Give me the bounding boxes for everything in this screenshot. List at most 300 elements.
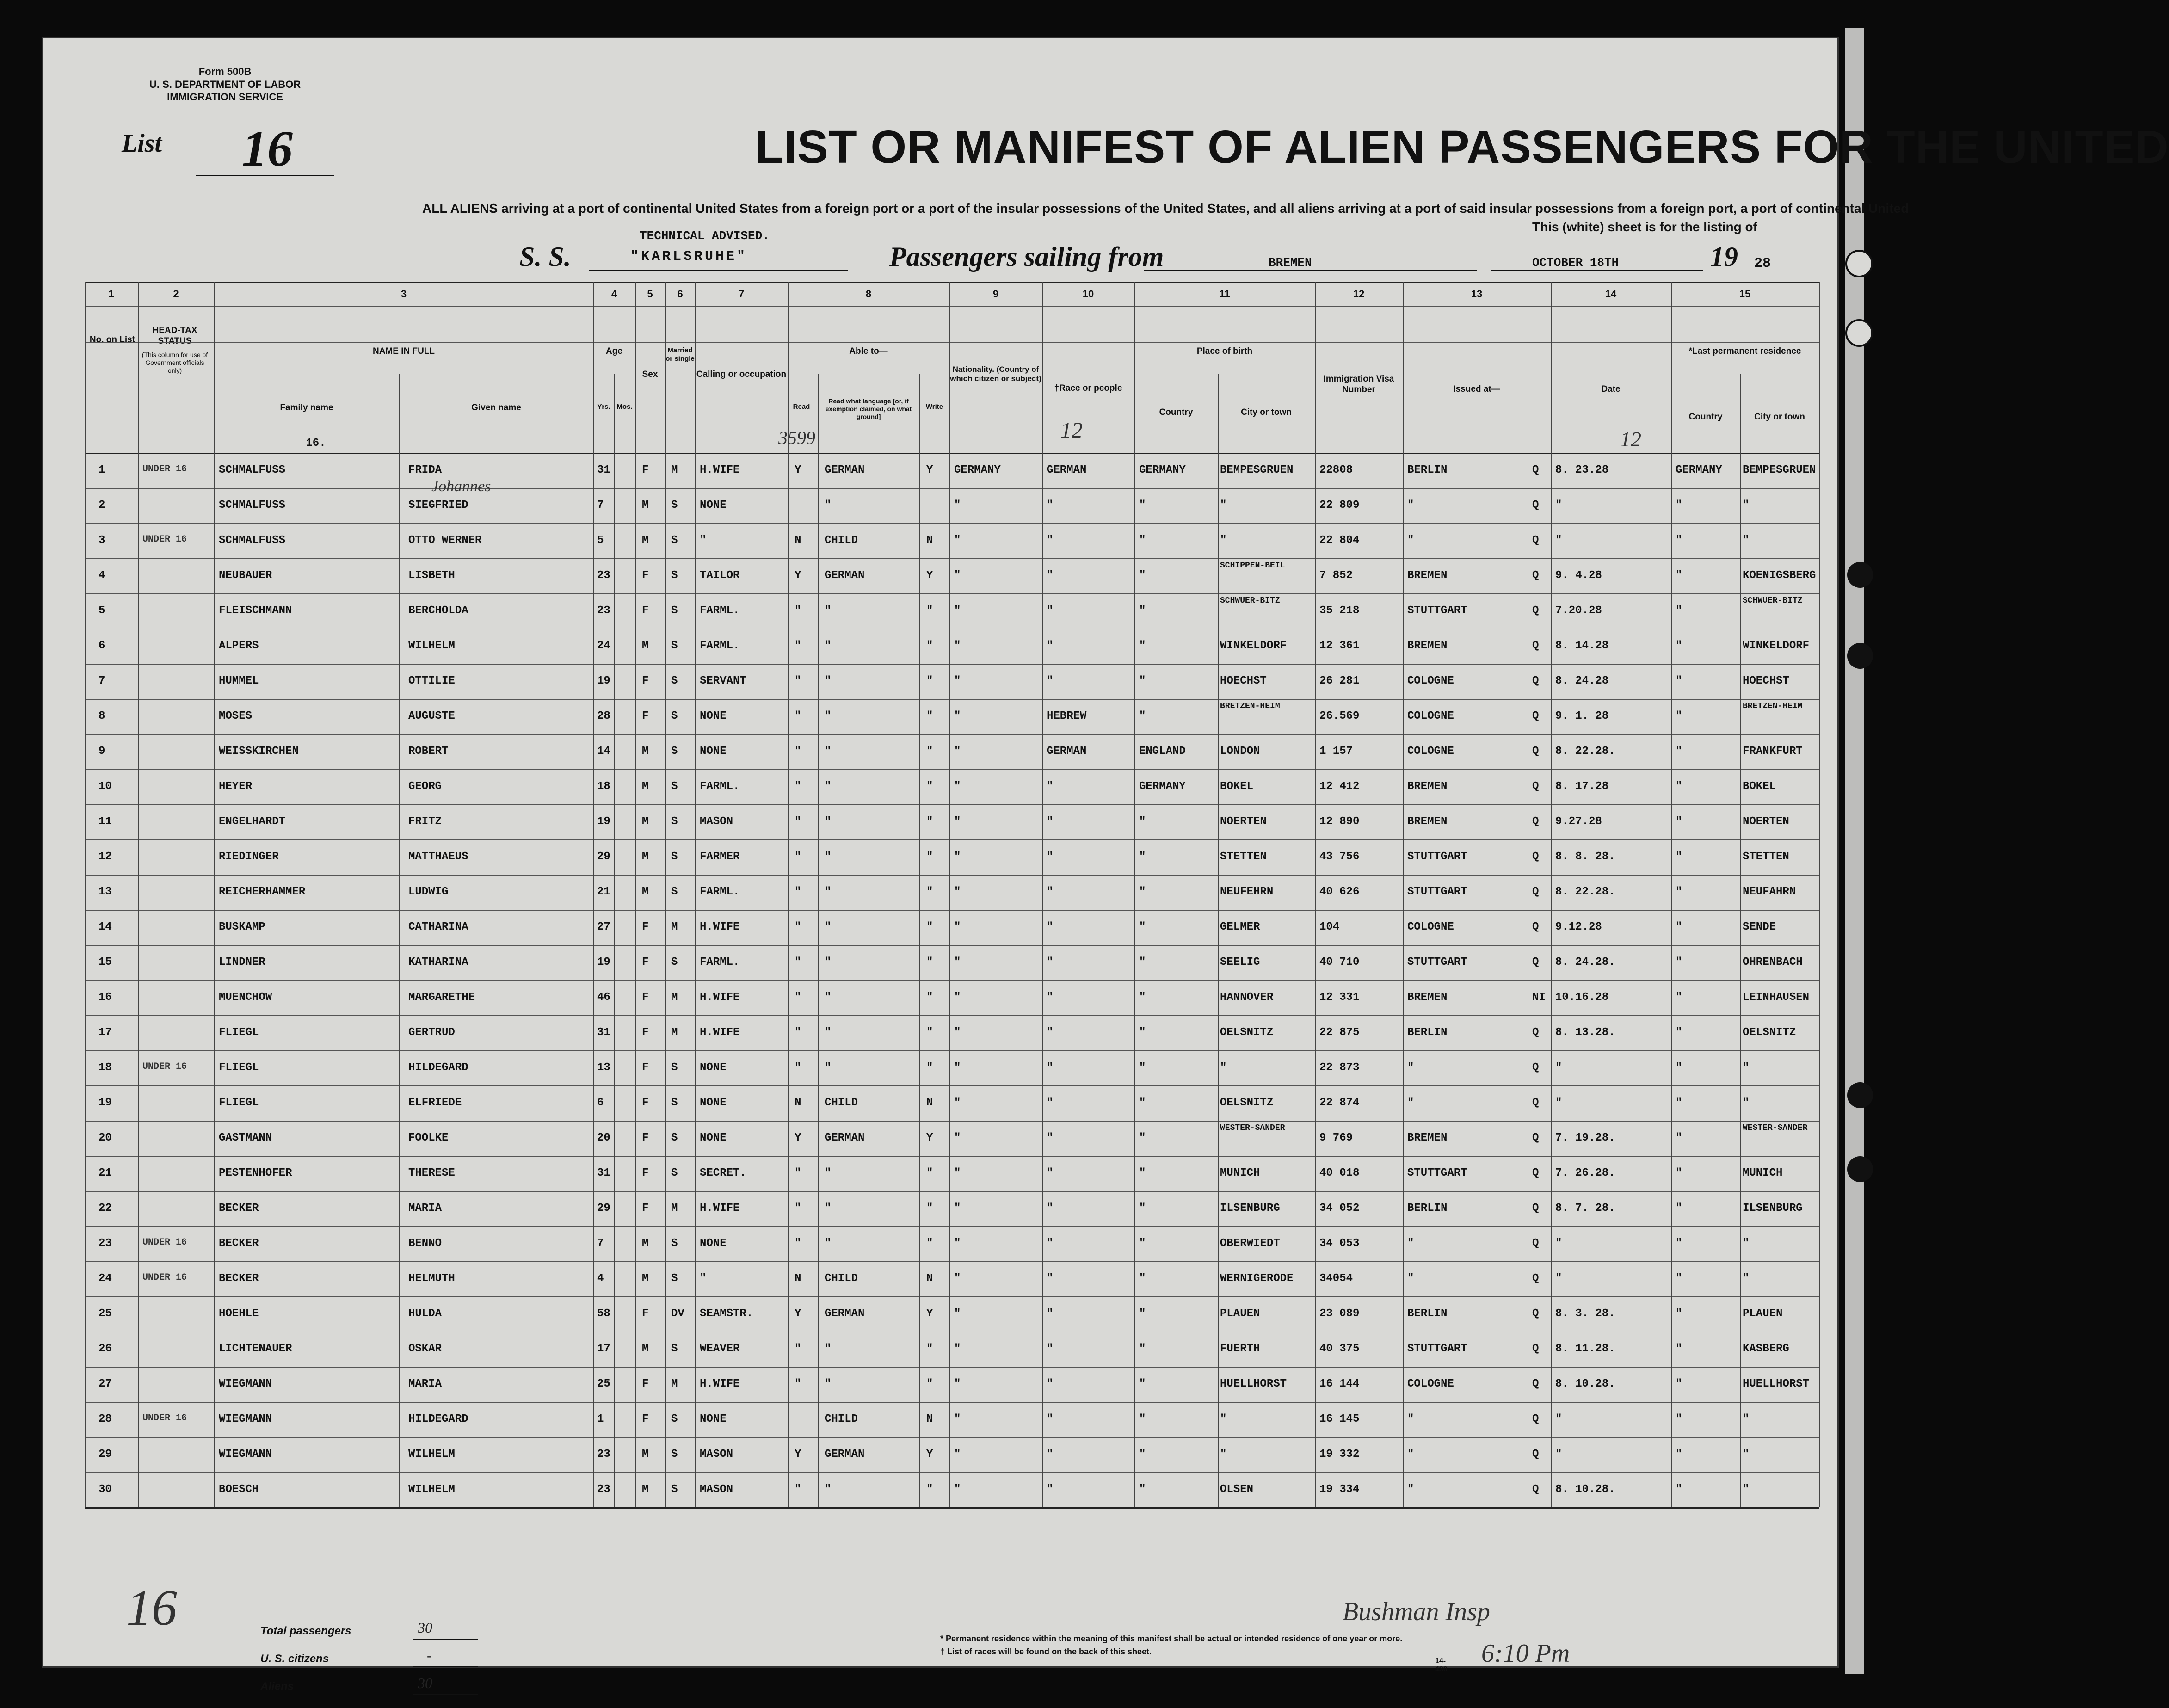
cell-nationality: " (954, 1483, 961, 1496)
cell-issued-at: " (1407, 1061, 1414, 1074)
cell-residence-city: " (1743, 1237, 1750, 1250)
cell-visa-number: 23 089 (1319, 1307, 1360, 1320)
sailing-label: Passengers sailing from (889, 241, 1164, 272)
cell-read-language: " (825, 886, 832, 898)
cell-can-read: " (795, 921, 801, 933)
cell-visa-date: 8. 17.28 (1555, 780, 1609, 793)
cell-issued-at: " (1407, 534, 1414, 547)
header-calling: Calling or occupation (696, 370, 787, 379)
cell-quota-mark: Q (1532, 534, 1539, 547)
cell-age-years: 14 (597, 745, 610, 758)
cell-visa-number: 34 053 (1319, 1237, 1360, 1250)
cell-birth-country: " (1139, 569, 1146, 582)
cell-visa-number: 16 145 (1319, 1413, 1360, 1425)
table-row (85, 910, 1819, 945)
cell-can-read: " (795, 710, 801, 722)
cell-residence-country: " (1676, 1378, 1682, 1390)
cell-birth-city: OBERWIEDT (1220, 1237, 1280, 1250)
cell-visa-number: 40 626 (1319, 886, 1360, 898)
cell-race: GERMAN (1047, 745, 1087, 758)
punch-hole (1847, 643, 1873, 669)
cell-given-name: HILDEGARD (408, 1413, 468, 1425)
cell-issued-at: BERLIN (1407, 1307, 1448, 1320)
cell-birth-country: " (1139, 710, 1146, 722)
header-place-of-birth: Place of birth (1196, 346, 1253, 356)
cell-birth-country: " (1139, 1272, 1146, 1285)
table-row (85, 593, 1819, 629)
cell-occupation: MASON (700, 1448, 733, 1461)
manifest-table (85, 282, 1819, 1558)
column-number: 11 (1219, 288, 1230, 300)
cell-nationality: " (954, 1026, 961, 1039)
table-rule (85, 282, 1819, 283)
cell-quota-mark: Q (1532, 1132, 1539, 1144)
cell-row-number: 30 (99, 1483, 112, 1496)
cell-occupation: H.WIFE (700, 921, 740, 933)
cell-sex: F (642, 1202, 649, 1215)
cell-read-language: " (825, 956, 832, 968)
cell-residence-city: BRETZEN-HEIM (1743, 702, 1803, 711)
cell-sex: M (642, 886, 649, 898)
cell-given-name: ELFRIEDE (408, 1097, 462, 1109)
cell-can-write: " (926, 956, 933, 968)
cell-given-name: HULDA (408, 1307, 442, 1320)
cell-read-language: CHILD (825, 1413, 858, 1425)
cell-read-language: " (825, 1483, 832, 1496)
column-number: 13 (1471, 288, 1483, 300)
cell-family-name: FLEISCHMANN (219, 604, 292, 617)
cell-can-write: " (926, 745, 933, 758)
header-read: Read (793, 403, 810, 411)
cell-nationality: " (954, 710, 961, 722)
cell-birth-country: " (1139, 1167, 1146, 1179)
table-row (85, 558, 1819, 593)
handwritten-sheet-number: 16 (126, 1579, 177, 1636)
manifest-title: LIST OR MANIFEST OF ALIEN PASSENGERS FOR THE UNITED (755, 121, 2169, 173)
cell-read-language: CHILD (825, 1272, 858, 1285)
aliens-line (413, 1694, 478, 1695)
cell-marital-status: M (671, 1378, 678, 1390)
cell-residence-city: " (1743, 1061, 1750, 1074)
cell-race: " (1047, 1167, 1054, 1179)
cell-residence-country: " (1676, 956, 1682, 968)
cell-residence-country: " (1676, 1097, 1682, 1109)
cell-nationality: " (954, 675, 961, 687)
cell-given-name: HELMUTH (408, 1272, 455, 1285)
cell-occupation: H.WIFE (700, 1026, 740, 1039)
cell-birth-city: HOECHST (1220, 675, 1267, 687)
cell-family-name: ENGELHARDT (219, 815, 286, 828)
cell-sex: F (642, 1167, 649, 1179)
handwritten-visa-note: 3599 (778, 427, 815, 448)
cell-residence-country: " (1676, 1132, 1682, 1144)
cell-residence-city: STETTEN (1743, 851, 1789, 863)
cell-occupation: TAILOR (700, 569, 740, 582)
cell-can-write: " (926, 640, 933, 652)
cell-marital-status: M (671, 464, 678, 476)
cell-family-name: BOESCH (219, 1483, 259, 1496)
cell-quota-mark: Q (1532, 1167, 1539, 1179)
ship-name-line (589, 270, 848, 271)
cell-row-number: 20 (99, 1132, 112, 1144)
cell-read-language: " (825, 1026, 832, 1039)
cell-race: " (1047, 886, 1054, 898)
cell-sex: M (642, 1272, 649, 1285)
cell-row-number: 10 (99, 780, 112, 793)
manifest-subtitle-2: This (white) sheet is for the listing of (1532, 220, 1757, 234)
cell-residence-country: " (1676, 1483, 1682, 1496)
cell-row-number: 3 (99, 534, 105, 547)
cell-race: " (1047, 991, 1054, 1004)
cell-can-read: " (795, 640, 801, 652)
us-citizens-line (413, 1666, 478, 1667)
table-row (85, 875, 1819, 910)
cell-sex: F (642, 1307, 649, 1320)
cell-race: " (1047, 1307, 1054, 1320)
cell-birth-city: " (1220, 534, 1227, 547)
cell-race: " (1047, 569, 1054, 582)
cell-can-write: " (926, 675, 933, 687)
cell-visa-number: 22 809 (1319, 499, 1360, 512)
cell-given-name: OTTO WERNER (408, 534, 482, 547)
cell-nationality: " (954, 1343, 961, 1355)
cell-row-number: 16 (99, 991, 112, 1004)
cell-residence-city: FRANKFURT (1743, 745, 1803, 758)
cell-birth-city: WESTER-SANDER (1220, 1123, 1285, 1133)
cell-birth-country: GERMANY (1139, 464, 1186, 476)
cell-occupation: NONE (700, 1237, 727, 1250)
header-head-tax: HEAD-TAX STATUS (152, 326, 197, 346)
cell-birth-country: " (1139, 1061, 1146, 1074)
cell-race: " (1047, 780, 1054, 793)
list-label: List (122, 129, 162, 158)
cell-issued-at: STUTTGART (1407, 604, 1467, 617)
cell-row-number: 12 (99, 851, 112, 863)
header-sex: Sex (642, 370, 658, 379)
cell-row-number: 27 (99, 1378, 112, 1390)
cell-can-read: " (795, 780, 801, 793)
table-row (85, 1402, 1819, 1437)
cell-read-language: GERMAN (825, 569, 865, 582)
cell-age-years: 24 (597, 640, 610, 652)
cell-occupation: FARMER (700, 851, 740, 863)
cell-sex: M (642, 640, 649, 652)
cell-can-read: " (795, 815, 801, 828)
cell-read-language: " (825, 675, 832, 687)
list-number: 16 (242, 120, 293, 177)
cell-nationality: " (954, 534, 961, 547)
cell-birth-country: " (1139, 1026, 1146, 1039)
cell-read-language: " (825, 1237, 832, 1250)
cell-family-name: SCHMALFUSS (219, 534, 286, 547)
header-birth-country: Country (1159, 407, 1193, 417)
cell-can-write: N (926, 1097, 933, 1109)
cell-row-number: 6 (99, 640, 105, 652)
cell-sex: F (642, 1413, 649, 1425)
cell-sex: F (642, 569, 649, 582)
cell-visa-date: 8. 13.28. (1555, 1026, 1615, 1039)
cell-read-language: " (825, 780, 832, 793)
cell-birth-country: " (1139, 1343, 1146, 1355)
cell-row-number: 9 (99, 745, 105, 758)
cell-given-name: MARIA (408, 1378, 442, 1390)
cell-head-tax-status: UNDER 16 (142, 1413, 187, 1424)
cell-age-years: 29 (597, 1202, 610, 1215)
header-date: Date (1601, 384, 1621, 394)
cell-row-number: 14 (99, 921, 112, 933)
cell-visa-number: 16 144 (1319, 1378, 1360, 1390)
cell-sex: F (642, 921, 649, 933)
cell-read-language: " (825, 851, 832, 863)
table-row (85, 1121, 1819, 1156)
table-row (85, 1261, 1819, 1296)
column-number: 15 (1739, 288, 1751, 300)
cell-race: " (1047, 1237, 1054, 1250)
manifest-sheet (42, 37, 2169, 1693)
cell-birth-country: " (1139, 604, 1146, 617)
punch-hole (1847, 562, 1873, 588)
cell-birth-city: SCHIPPEN-BEIL (1220, 561, 1285, 570)
cell-can-write: " (926, 921, 933, 933)
cell-read-language: GERMAN (825, 1448, 865, 1461)
form-department: U. S. DEPARTMENT OF LABOR (149, 78, 301, 90)
cell-issued-at: " (1407, 1448, 1414, 1461)
table-rule (85, 1507, 1819, 1509)
cell-family-name: NEUBAUER (219, 569, 272, 582)
cell-nationality: " (954, 569, 961, 582)
cell-row-number: 22 (99, 1202, 112, 1215)
cell-visa-date: " (1555, 534, 1562, 547)
cell-given-name: THERESE (408, 1167, 455, 1179)
binder-ring-hole (1845, 319, 1873, 347)
cell-visa-date: 8. 10.28. (1555, 1483, 1615, 1496)
cell-read-language: CHILD (825, 534, 858, 547)
cell-birth-city: " (1220, 499, 1227, 512)
cell-nationality: GERMANY (954, 464, 1001, 476)
cell-given-name: KATHARINA (408, 956, 468, 968)
cell-visa-number: 40 375 (1319, 1343, 1360, 1355)
cell-visa-number: 34 052 (1319, 1202, 1360, 1215)
cell-residence-city: WESTER-SANDER (1743, 1123, 1808, 1133)
cell-residence-city: WINKELDORF (1743, 640, 1810, 652)
cell-marital-status: S (671, 1167, 678, 1179)
cell-residence-city: OELSNITZ (1743, 1026, 1796, 1039)
cell-residence-country: " (1676, 991, 1682, 1004)
cell-birth-country: " (1139, 1378, 1146, 1390)
cell-can-write: " (926, 780, 933, 793)
header-res-country: Country (1688, 412, 1723, 422)
cell-race: HEBREW (1047, 710, 1087, 722)
cell-quota-mark: Q (1532, 1378, 1539, 1390)
cell-birth-city: ILSENBURG (1220, 1202, 1280, 1215)
cell-residence-country: " (1676, 1448, 1682, 1461)
cell-family-name: FLIEGL (219, 1061, 259, 1074)
cell-birth-city: " (1220, 1448, 1227, 1461)
cell-birth-country: ENGLAND (1139, 745, 1186, 758)
cell-occupation: SERVANT (700, 675, 746, 687)
cell-quota-mark: Q (1532, 886, 1539, 898)
cell-visa-number: 104 (1319, 921, 1340, 933)
cell-row-number: 23 (99, 1237, 112, 1250)
table-row (85, 664, 1819, 699)
cell-birth-city: OLSEN (1220, 1483, 1254, 1496)
cell-issued-at: BREMEN (1407, 640, 1448, 652)
cell-read-language: " (825, 921, 832, 933)
cell-residence-country: " (1676, 1343, 1682, 1355)
cell-marital-status: S (671, 1483, 678, 1496)
cell-visa-date: 8. 8. 28. (1555, 851, 1615, 863)
cell-head-tax-status: UNDER 16 (142, 464, 187, 475)
cell-residence-country: " (1676, 569, 1682, 582)
cell-family-name: BUSKAMP (219, 921, 265, 933)
column-number: 2 (173, 288, 179, 300)
cell-birth-country: GERMANY (1139, 780, 1186, 793)
cell-row-number: 11 (99, 815, 112, 828)
form-service: IMMIGRATION SERVICE (167, 91, 283, 103)
cell-nationality: " (954, 1413, 961, 1425)
cell-can-read: Y (795, 1448, 801, 1461)
aliens-label: Aliens (260, 1680, 294, 1693)
cell-family-name: WIEGMANN (219, 1448, 272, 1461)
cell-visa-date: 9.12.28 (1555, 921, 1602, 933)
cell-given-name: HILDEGARD (408, 1061, 468, 1074)
cell-residence-country: " (1676, 1167, 1682, 1179)
cell-issued-at: BREMEN (1407, 1132, 1448, 1144)
cell-issued-at: STUTTGART (1407, 1343, 1467, 1355)
cell-sex: M (642, 534, 649, 547)
cell-residence-city: SCHWUER-BITZ (1743, 596, 1803, 605)
cell-marital-status: M (671, 1202, 678, 1215)
cell-birth-city: SCHWUER-BITZ (1220, 596, 1280, 605)
cell-read-language: " (825, 1061, 832, 1074)
cell-nationality: " (954, 1378, 961, 1390)
cell-read-language: " (825, 1167, 832, 1179)
cell-can-read: " (795, 991, 801, 1004)
cell-given-name: CATHARINA (408, 921, 468, 933)
cell-occupation: NONE (700, 1132, 727, 1144)
cell-visa-number: 12 361 (1319, 640, 1360, 652)
header-res-city: City or town (1754, 412, 1805, 422)
cell-marital-status: S (671, 569, 678, 582)
cell-quota-mark: Q (1532, 1237, 1539, 1250)
cell-can-write: " (926, 851, 933, 863)
cell-quota-mark: Q (1532, 499, 1539, 512)
family-group-number: 16. (306, 437, 326, 450)
table-rule (85, 306, 1819, 307)
total-passengers-label: Total passengers (260, 1625, 351, 1637)
manifest-subtitle-1: ALL ALIENS arriving at a port of continental United States from a foreign port or a port of the insular possessions of the United States, and all aliens arriving at a port of said insular possessions from a foreign port, a port of continental United (422, 201, 1909, 216)
cell-sex: F (642, 1097, 649, 1109)
cell-marital-status: S (671, 815, 678, 828)
cell-quota-mark: Q (1532, 1343, 1539, 1355)
cell-can-write: " (926, 991, 933, 1004)
cell-visa-number: 35 218 (1319, 604, 1360, 617)
cell-age-years: 23 (597, 1448, 610, 1461)
cell-birth-country: " (1139, 921, 1146, 933)
cell-visa-number: 40 710 (1319, 956, 1360, 968)
cell-residence-country: " (1676, 710, 1682, 722)
cell-nationality: " (954, 956, 961, 968)
cell-read-language: CHILD (825, 1097, 858, 1109)
cell-family-name: RIEDINGER (219, 851, 279, 863)
cell-residence-country: " (1676, 851, 1682, 863)
cell-occupation: NONE (700, 1413, 727, 1425)
cell-given-name: LUDWIG (408, 886, 449, 898)
header-family-name: Family name (280, 403, 333, 413)
cell-can-write: " (926, 1061, 933, 1074)
cell-nationality: " (954, 1237, 961, 1250)
cell-marital-status: S (671, 1413, 678, 1425)
column-number: 1 (108, 288, 114, 300)
cell-visa-number: 19 334 (1319, 1483, 1360, 1496)
cell-can-read: " (795, 851, 801, 863)
cell-can-read: Y (795, 1307, 801, 1320)
total-passengers-value: 30 (418, 1619, 432, 1636)
cell-row-number: 4 (99, 569, 105, 582)
cell-given-name: OSKAR (408, 1343, 442, 1355)
cell-birth-city: " (1220, 1413, 1227, 1425)
cell-quota-mark: Q (1532, 1202, 1539, 1215)
header-head-tax-note: (This column for use of Government officials only) (142, 351, 208, 374)
table-row (85, 804, 1819, 839)
cell-race: " (1047, 1132, 1054, 1144)
cell-age-years: 19 (597, 675, 610, 687)
cell-race: " (1047, 921, 1054, 933)
cell-residence-city: NEUFAHRN (1743, 886, 1796, 898)
cell-nationality: " (954, 640, 961, 652)
cell-can-write: Y (926, 1132, 933, 1144)
cell-age-years: 58 (597, 1307, 610, 1320)
cell-can-write: " (926, 1202, 933, 1215)
cell-quota-mark: Q (1532, 640, 1539, 652)
cell-can-write: " (926, 1483, 933, 1496)
cell-given-name: LISBETH (408, 569, 455, 582)
cell-nationality: " (954, 499, 961, 512)
cell-residence-city: HOECHST (1743, 675, 1789, 687)
cell-occupation: NONE (700, 499, 727, 512)
header-yrs: Yrs. (597, 403, 610, 411)
cell-marital-status: S (671, 534, 678, 547)
punch-hole (1847, 1082, 1873, 1108)
cell-can-write: N (926, 1413, 933, 1425)
list-underline (196, 175, 334, 176)
cell-occupation: WEAVER (700, 1343, 740, 1355)
cell-marital-status: S (671, 640, 678, 652)
table-row (85, 734, 1819, 769)
cell-occupation: NONE (700, 745, 727, 758)
cell-given-name: MARGARETHE (408, 991, 475, 1004)
cell-given-name: WILHELM (408, 1483, 455, 1496)
table-row (85, 1015, 1819, 1050)
cell-birth-country: " (1139, 675, 1146, 687)
handwritten-residence-code: 12 (1060, 418, 1083, 443)
table-row (85, 1085, 1819, 1121)
table-row (85, 1367, 1819, 1402)
cell-given-name: WILHELM (408, 640, 455, 652)
cell-visa-date: 8. 24.28. (1555, 956, 1615, 968)
cell-birth-city: PLAUEN (1220, 1307, 1260, 1320)
cell-age-years: 13 (597, 1061, 610, 1074)
binder-ring-hole (1845, 250, 1873, 277)
cell-occupation: SECRET. (700, 1167, 746, 1179)
cell-issued-at: " (1407, 499, 1414, 512)
cell-quota-mark: Q (1532, 1413, 1539, 1425)
ship-note: TECHNICAL ADVISED. (640, 229, 770, 243)
cell-visa-date: " (1555, 1061, 1562, 1074)
cell-quota-mark: Q (1532, 851, 1539, 863)
cell-row-number: 19 (99, 1097, 112, 1109)
cell-head-tax-status: UNDER 16 (142, 1272, 187, 1283)
